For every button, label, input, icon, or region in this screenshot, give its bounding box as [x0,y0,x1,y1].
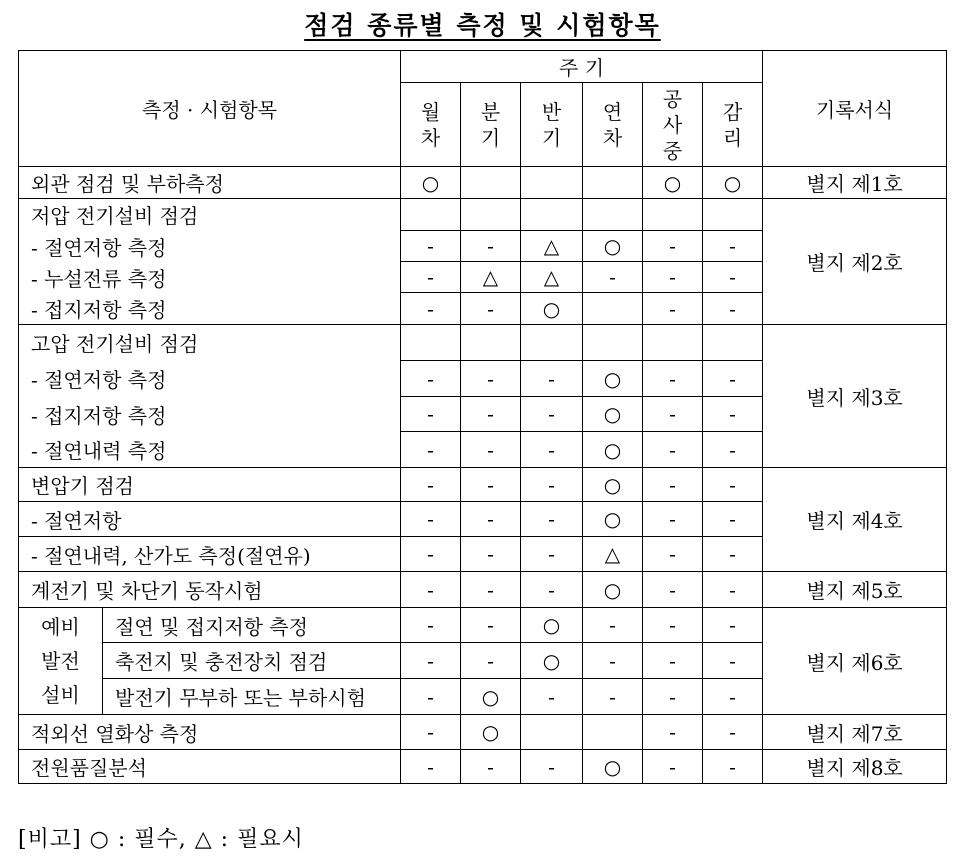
mark-cell: ○ [521,643,583,679]
mark-cell: - [703,262,763,293]
mark-cell: - [401,715,461,750]
mark-cell: - [703,397,763,432]
item-label: - 접지저항 측정 [19,293,401,325]
item-label: 절연 및 접지저항 측정 [103,608,401,643]
mark-cell: - [521,361,583,397]
mark-cell: - [703,432,763,468]
mark-cell: - [401,608,461,643]
mark-cell: - [401,750,461,784]
mark-cell: - [461,750,521,784]
header-period: 연 차 [583,83,643,167]
mark-cell: - [703,572,763,608]
mark-cell: - [401,679,461,715]
mark-cell: - [461,537,521,572]
header-period: 반 기 [521,83,583,167]
table-row [19,750,947,784]
mark-cell: ○ [583,231,643,262]
header-item: 측정 · 시험항목 [19,51,401,167]
mark-cell: ○ [583,468,643,502]
table-row [19,715,947,750]
mark-cell [583,199,643,231]
mark-cell: - [703,361,763,397]
form-number: 별지 제7호 [763,715,947,750]
mark-cell [521,167,583,199]
mark-cell: - [461,293,521,325]
mark-cell [521,715,583,750]
header-period: 감 리 [703,83,763,167]
mark-cell: - [643,262,703,293]
item-label: 계전기 및 차단기 동작시험 [19,572,401,608]
mark-cell: - [643,468,703,502]
item-label: 고압 전기설비 점검 [19,325,401,361]
mark-cell: ○ [521,608,583,643]
mark-cell: - [521,750,583,784]
mark-cell: - [401,572,461,608]
item-label: - 절연저항 측정 [19,361,401,397]
mark-cell: - [521,468,583,502]
mark-cell: ○ [583,432,643,468]
mark-cell: - [521,502,583,537]
mark-cell [461,325,521,361]
table-row [19,608,947,643]
table-row [19,572,947,608]
mark-cell: - [643,361,703,397]
mark-cell: △ [461,262,521,293]
mark-cell: - [703,679,763,715]
mark-cell: - [401,468,461,502]
table-row [19,468,947,502]
mark-cell: - [401,432,461,468]
mark-cell [643,325,703,361]
mark-cell: ○ [583,572,643,608]
mark-cell: ○ [461,715,521,750]
mark-cell: - [703,608,763,643]
page-title: 점검 종류별 측정 및 시험항목 [304,11,661,40]
mark-cell: - [461,572,521,608]
mark-cell [521,325,583,361]
form-number: 별지 제8호 [763,750,947,784]
mark-cell [461,199,521,231]
header-form: 기록서식 [763,51,947,167]
mark-cell: - [461,361,521,397]
header-period: 월 차 [401,83,461,167]
mark-cell: △ [583,537,643,572]
header-period-group: 주 기 [401,51,763,83]
mark-cell: - [401,262,461,293]
mark-cell [401,325,461,361]
mark-cell: - [401,537,461,572]
form-number: 별지 제4호 [763,468,947,572]
mark-cell: - [703,502,763,537]
form-number: 별지 제3호 [763,325,947,468]
mark-cell: - [703,715,763,750]
form-number: 별지 제1호 [763,167,947,199]
mark-cell: - [643,397,703,432]
mark-cell: - [401,293,461,325]
item-label: - 절연저항 측정 [19,231,401,262]
mark-cell: - [461,608,521,643]
mark-cell: - [521,679,583,715]
mark-cell: - [703,537,763,572]
mark-cell: - [643,608,703,643]
item-label: 축전지 및 충전장치 점검 [103,643,401,679]
mark-cell: - [703,293,763,325]
mark-cell: - [643,231,703,262]
item-label: 적외선 열화상 측정 [19,715,401,750]
mark-cell: △ [521,231,583,262]
mark-cell: - [583,608,643,643]
mark-cell: ○ [461,679,521,715]
mark-cell: - [461,643,521,679]
mark-cell: - [461,397,521,432]
mark-cell: - [401,502,461,537]
mark-cell [521,199,583,231]
mark-cell: ○ [583,397,643,432]
item-label: - 절연내력, 산가도 측정(절연유) [19,537,401,572]
item-label: 저압 전기설비 점검 [19,199,401,231]
mark-cell: ○ [401,167,461,199]
mark-cell: - [643,643,703,679]
mark-cell: ○ [583,502,643,537]
item-label: 전원품질분석 [19,750,401,784]
item-label: 발전기 무부하 또는 부하시험 [103,679,401,715]
mark-cell: - [583,262,643,293]
mark-cell: △ [521,262,583,293]
mark-cell [461,167,521,199]
item-label: - 절연저항 [19,502,401,537]
form-number: 별지 제5호 [763,572,947,608]
table-row [19,325,947,361]
note: [비고] ○ : 필수, △ : 필요시 [18,827,304,852]
mark-cell: - [643,537,703,572]
mark-cell [643,199,703,231]
mark-cell [583,293,643,325]
mark-cell: - [583,679,643,715]
mark-cell: - [401,643,461,679]
group-label: 예비 발전 설비 [19,608,103,715]
mark-cell: - [521,397,583,432]
mark-cell: - [703,231,763,262]
header-period: 공 사 중 [643,83,703,167]
mark-cell [583,325,643,361]
item-label: - 누설전류 측정 [19,262,401,293]
table-row [19,167,947,199]
mark-cell: ○ [583,361,643,397]
mark-cell: - [643,432,703,468]
mark-cell: ○ [703,167,763,199]
item-label: - 접지저항 측정 [19,397,401,432]
mark-cell: ○ [521,293,583,325]
item-label: 변압기 점검 [19,468,401,502]
mark-cell: ○ [583,750,643,784]
mark-cell [703,325,763,361]
mark-cell: - [643,502,703,537]
mark-cell [703,199,763,231]
mark-cell: - [643,715,703,750]
mark-cell: - [461,502,521,537]
mark-cell: - [521,537,583,572]
mark-cell: - [583,643,643,679]
mark-cell: - [521,572,583,608]
mark-cell: - [703,750,763,784]
mark-cell: - [401,397,461,432]
mark-cell: ○ [643,167,703,199]
form-number: 별지 제6호 [763,608,947,715]
form-number: 별지 제2호 [763,199,947,325]
mark-cell: - [461,432,521,468]
mark-cell: - [643,750,703,784]
mark-cell: - [643,572,703,608]
mark-cell: - [703,468,763,502]
mark-cell [583,715,643,750]
mark-cell [583,167,643,199]
mark-cell: - [461,231,521,262]
mark-cell: - [703,643,763,679]
item-label: 외관 점검 및 부하측정 [19,167,401,199]
table-row [19,199,947,231]
mark-cell: - [643,679,703,715]
mark-cell: - [461,468,521,502]
inspection-table [18,50,947,784]
mark-cell: - [401,361,461,397]
mark-cell: - [643,293,703,325]
mark-cell: - [521,432,583,468]
mark-cell: - [401,231,461,262]
item-label: - 절연내력 측정 [19,432,401,468]
mark-cell [401,199,461,231]
header-period: 분 기 [461,83,521,167]
